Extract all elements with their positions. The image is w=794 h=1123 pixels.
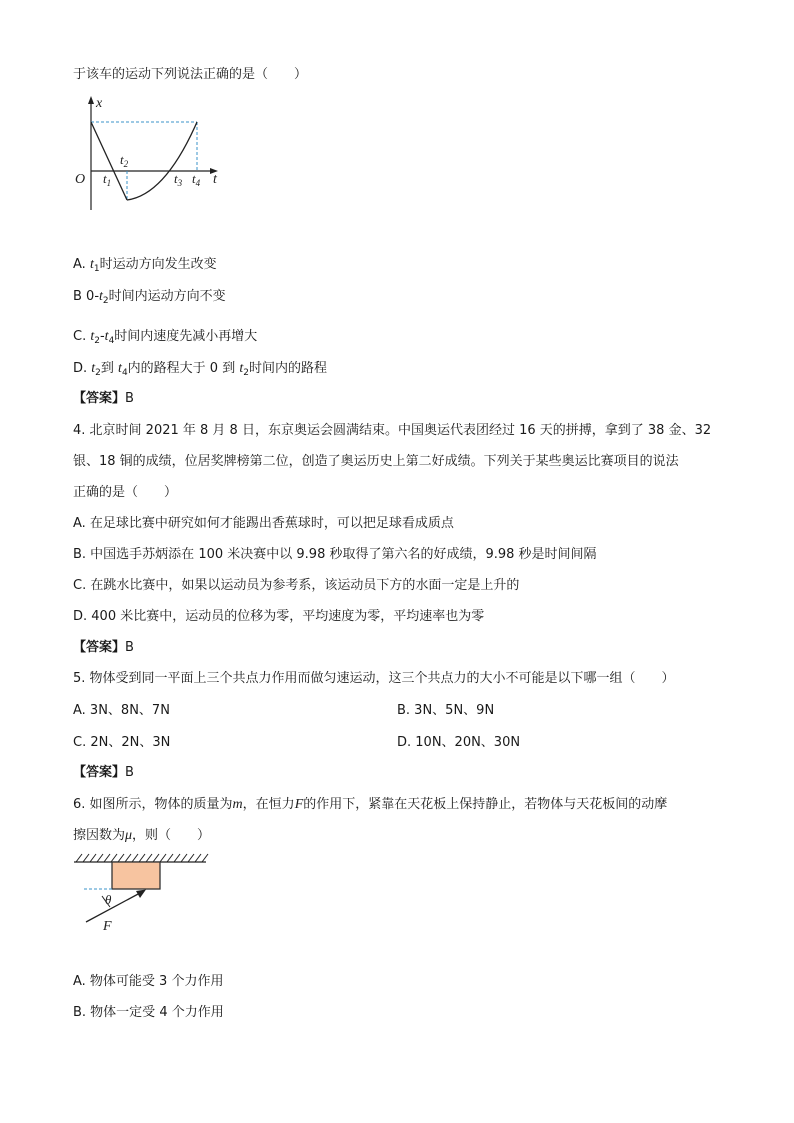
- answer-tag: 【答案】: [73, 640, 126, 655]
- q5-answer: [73, 764, 134, 782]
- q5-option-b: B. 3N、5N、9N: [397, 703, 495, 718]
- q3-xt-graph: [70, 92, 230, 214]
- q6-option-a: A. 物体可能受 3 个力作用: [73, 974, 224, 989]
- q4-option-b: B. 中国选手苏炳添在 100 米决赛中以 9.98 秒取得了第六名的好成绩，9.98 秒是时间间隔: [73, 547, 597, 562]
- figure-force-label: F: [103, 919, 112, 934]
- q5-option-a: A. 3N、8N、7N: [73, 703, 170, 718]
- q6-stem-line2: 擦因数为μ，则（ ）: [73, 828, 211, 843]
- q6-stem-line1: 6. 如图所示，物体的质量为m，在恒力F的作用下，紧靠在天花板上保持静止，若物体与天花板间的动摩: [73, 797, 668, 812]
- q4-stem-line2: 银、18 铜的成绩，位居奖牌榜第二位，创造了奥运历史上第二好成绩。下列关于某些奥运比赛项目的说法: [73, 454, 679, 469]
- q3-option-a: A. $t_1$时运动方向发生改变: [73, 257, 217, 274]
- graph-origin-label: O: [75, 172, 86, 187]
- graph-axis-y-label: x: [96, 96, 103, 111]
- q5-stem: 5. 物体受到同一平面上三个共点力作用而做匀速运动，这三个共点力的大小不可能是以下哪一组（ ）: [73, 671, 675, 686]
- graph-t2-label: $t_2$: [120, 152, 129, 169]
- answer-value: B: [125, 640, 134, 655]
- graph-t1-label: $t_1$: [103, 171, 112, 188]
- q6-option-b: B. 物体一定受 4 个力作用: [73, 1005, 224, 1020]
- q3-option-c: C. $t_2-t_4$时间内速度先减小再增大: [73, 329, 258, 346]
- q5-option-c: C. 2N、2N、3N: [73, 735, 171, 750]
- answer-value: B: [125, 765, 134, 780]
- q4-option-c: C. 在跳水比赛中，如果以运动员为参考系，该运动员下方的水面一定是上升的: [73, 578, 520, 593]
- answer-value: B: [125, 391, 134, 406]
- answer-tag: 【答案】: [73, 765, 126, 780]
- q4-option-d: D. 400 米比赛中，运动员的位移为零，平均速度为零，平均速率也为零: [73, 609, 485, 624]
- figure-theta-label: θ: [105, 892, 112, 907]
- q3-option-d: D. $t_2$到 $t_4$内的路程大于 0 到 $t_2$时间内的路程: [73, 361, 327, 378]
- q4-answer: [73, 639, 134, 657]
- answer-tag: 【答案】: [73, 391, 126, 406]
- graph-t3-label: $t_3$: [174, 171, 183, 188]
- q4-stem-line3: 正确的是（ ）: [73, 485, 178, 500]
- q4-stem-line1: 4. 北京时间 2021 年 8 月 8 日，东京奥运会圆满结束。中国奥运代表团经过 16 天的拼搏，拿到了 38 金、32: [73, 423, 712, 438]
- q3-answer: [73, 390, 134, 408]
- q6-ceiling-figure: [72, 850, 212, 935]
- q3-stem-tail: 于该车的运动下列说法正确的是（ ）: [73, 67, 308, 82]
- graph-t4-label: $t_4$: [192, 171, 201, 188]
- q3-option-b: B $0-t_2$时间内运动方向不变: [73, 289, 226, 306]
- q5-option-d: D. 10N、20N、30N: [397, 735, 521, 750]
- graph-axis-x-label: t: [213, 172, 217, 187]
- q4-option-a: A. 在足球比赛中研究如何才能踢出香蕉球时，可以把足球看成质点: [73, 516, 454, 531]
